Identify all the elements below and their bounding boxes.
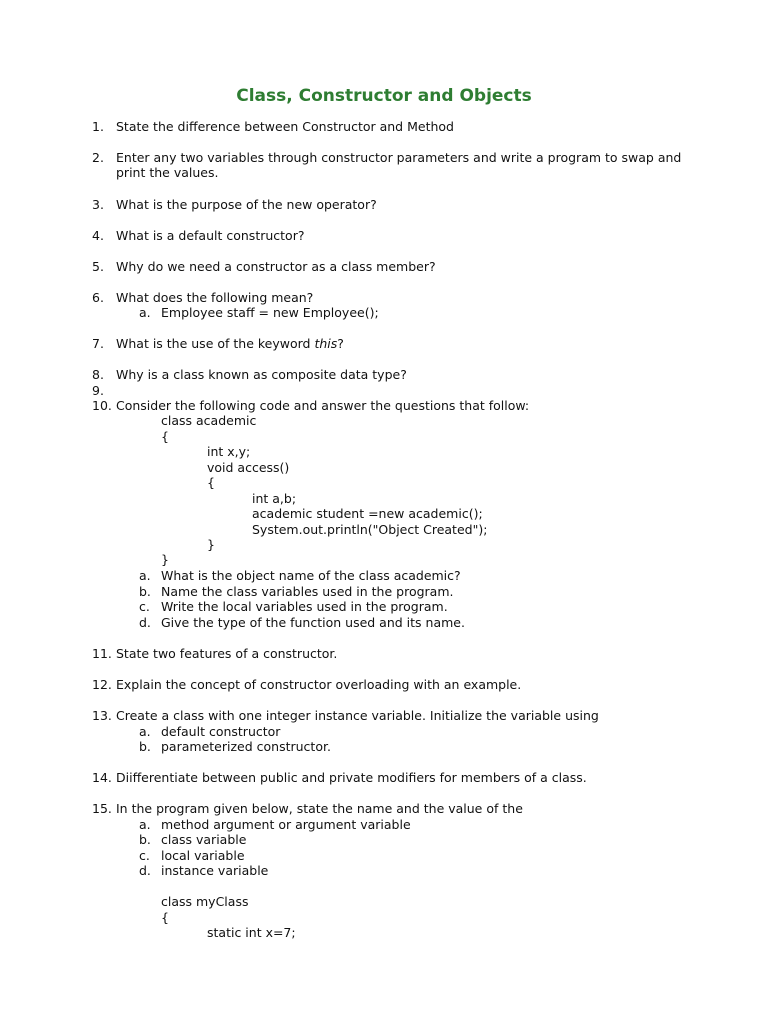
question-13-number: 13.	[92, 708, 112, 723]
question-11-text: State two features of a constructor.	[116, 646, 338, 661]
question-9-number: 9.	[92, 383, 104, 398]
question-10-sub-b-text: Name the class variables used in the program.	[161, 584, 454, 599]
question-10-sub-b-label: b.	[139, 584, 151, 599]
question-13-sub-a-text: default constructor	[161, 724, 281, 739]
question-1-number: 1.	[92, 119, 104, 134]
code-line: }	[161, 552, 169, 567]
question-8-number: 8.	[92, 367, 104, 382]
question-6-sub-a-label: a.	[139, 305, 151, 320]
code-line: class academic	[161, 413, 257, 428]
question-13-sub-b-label: b.	[139, 739, 151, 754]
code-line: {	[161, 429, 169, 444]
question-15-sub-a-text: method argument or argument variable	[161, 817, 411, 832]
code-line: class myClass	[161, 894, 249, 909]
question-15-sub-b-text: class variable	[161, 832, 247, 847]
question-10-sub-d-text: Give the type of the function used and its name.	[161, 615, 465, 630]
question-10-sub-a-label: a.	[139, 568, 151, 583]
question-12-text: Explain the concept of constructor overloading with an example.	[116, 677, 522, 692]
code-line: static int x=7;	[207, 925, 296, 940]
question-2-text-line1: Enter any two variables through constructor parameters and write a program to swap and	[116, 150, 682, 165]
question-6-number: 6.	[92, 290, 104, 305]
question-11-number: 11.	[92, 646, 112, 661]
question-10-sub-d-label: d.	[139, 615, 151, 630]
code-line: int x,y;	[207, 444, 251, 459]
question-15-text: In the program given below, state the name and the value of the	[116, 801, 523, 816]
question-7-suffix: ?	[337, 336, 344, 351]
question-1-text: State the difference between Constructor and Method	[116, 119, 454, 134]
question-7-text	[116, 336, 344, 351]
question-10-text: Consider the following code and answer the questions that follow:	[116, 398, 530, 413]
question-7-number: 7.	[92, 336, 104, 351]
question-15-number: 15.	[92, 801, 112, 816]
question-15-sub-b-label: b.	[139, 832, 151, 847]
question-15-sub-d-label: d.	[139, 863, 151, 878]
code-line: {	[161, 910, 169, 925]
question-10-sub-c-text: Write the local variables used in the program.	[161, 599, 448, 614]
question-5-text: Why do we need a constructor as a class member?	[116, 259, 436, 274]
code-line: int a,b;	[252, 491, 297, 506]
question-10-number: 10.	[92, 398, 112, 413]
question-15-sub-c-text: local variable	[161, 848, 245, 863]
question-4-text: What is a default constructor?	[116, 228, 305, 243]
code-line: academic student =new academic();	[252, 506, 483, 521]
question-12-number: 12.	[92, 677, 112, 692]
code-line: }	[207, 537, 215, 552]
question-3-number: 3.	[92, 197, 104, 212]
question-15-sub-d-text: instance variable	[161, 863, 269, 878]
question-15-sub-c-label: c.	[139, 848, 150, 863]
question-13-text: Create a class with one integer instance variable. Initialize the variable using	[116, 708, 599, 723]
page-title: Class, Constructor and Objects	[236, 86, 532, 106]
question-10-sub-c-label: c.	[139, 599, 150, 614]
code-line: void access()	[207, 460, 290, 475]
code-line: System.out.println("Object Created");	[252, 522, 488, 537]
question-3-text: What is the purpose of the new operator?	[116, 197, 377, 212]
question-2-text-line2: print the values.	[116, 165, 219, 180]
code-line: {	[207, 475, 215, 490]
question-7-prefix: What is the use of the keyword	[116, 336, 315, 351]
question-6-text: What does the following mean?	[116, 290, 314, 305]
question-15-sub-a-label: a.	[139, 817, 151, 832]
question-10-sub-a-text: What is the object name of the class academic?	[161, 568, 461, 583]
question-2-number: 2.	[92, 150, 104, 165]
question-5-number: 5.	[92, 259, 104, 274]
question-13-sub-a-label: a.	[139, 724, 151, 739]
question-14-number: 14.	[92, 770, 112, 785]
question-14-text: Diifferentiate between public and private modifiers for members of a class.	[116, 770, 587, 785]
question-8-text: Why is a class known as composite data type?	[116, 367, 407, 382]
question-6-sub-a-text: Employee staff = new Employee();	[161, 305, 379, 320]
question-4-number: 4.	[92, 228, 104, 243]
question-7-keyword: this	[314, 336, 338, 351]
question-13-sub-b-text: parameterized constructor.	[161, 739, 331, 754]
